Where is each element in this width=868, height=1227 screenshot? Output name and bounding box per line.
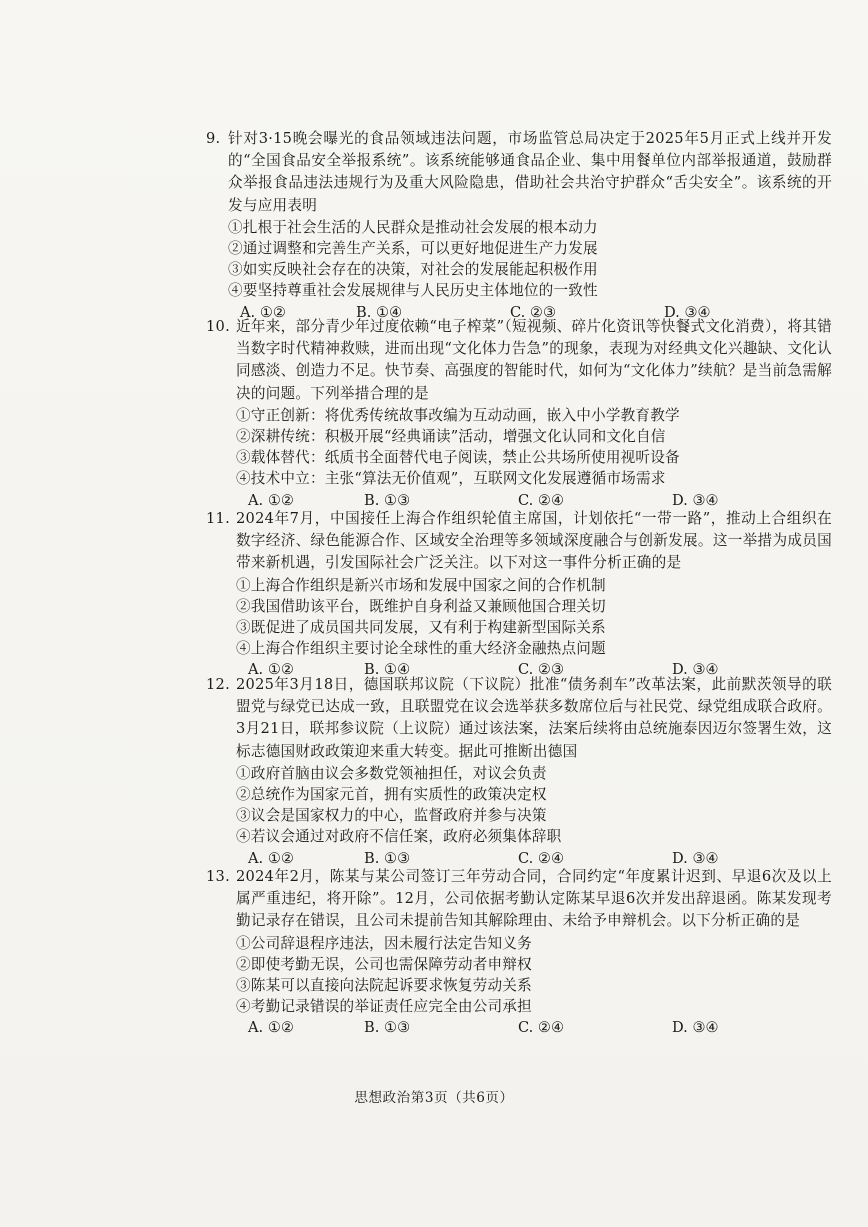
choice-a: A. ①②	[248, 661, 294, 679]
choice-d: D. ③④	[672, 661, 719, 679]
statement-3: ③如实反映社会存在的决策，对社会的发展能起积极作用	[228, 261, 598, 279]
choice-b: B. ①④	[364, 661, 411, 679]
statement-3: ③既促进了成员国共同发展，又有利于构建新型国际关系	[236, 619, 606, 637]
statement-1: ①政府首脑由议会多数党领袖担任，对议会负责	[236, 764, 547, 782]
choice-a: A. ①②	[248, 491, 294, 509]
choice-c: C. ②④	[518, 849, 565, 867]
question-text: 近年来，部分青少年过度依赖“电子榨菜”（短视频、碎片化资讯等快餐式文化消费），将其错当数字时代精神救赎，进而出现“文化体力告急”的现象，表现为对经典文化兴趣缺、文化认同感淡、创造力不足。快节奏、高强度的智能时代，如何为“文化体力”续航？是当前急需解决的问题。下列举措合理的是	[236, 318, 832, 402]
question-number: 10.	[206, 318, 230, 335]
choice-d: D. ③④	[672, 849, 719, 867]
question-13	[206, 866, 832, 1038]
question-stem	[206, 128, 832, 217]
question-10	[206, 316, 832, 511]
choice-c: C. ②③	[518, 661, 565, 679]
choice-c: C. ②④	[518, 491, 565, 509]
statement-2: ②深耕传统：积极开展“经典诵读”活动，增强文化认同和文化自信	[236, 428, 666, 446]
choice-a: A. ①②	[248, 1019, 294, 1037]
statement-1: ①扎根于社会生活的人民群众是推动社会发展的根本动力	[228, 218, 598, 236]
question-stem	[206, 866, 832, 933]
question-text: 2024年7月，中国接任上海合作组织轮值主席国，计划依托“一带一路”，推动上合组织在数字经济、绿色能源合作、区域安全治理等多领域深度融合与创新发展。这一举措为成员国带来新机遇，引发国际社会广泛关注。以下对这一事件分析正确的是	[236, 510, 832, 572]
question-stem	[206, 316, 832, 405]
question-number: 12.	[206, 676, 230, 693]
page-footer: 思想政治第3页（共6页）	[354, 1090, 514, 1106]
statement-4: ④考勤记录错误的举证责任应完全由公司承担	[236, 998, 532, 1016]
statement-3: ③议会是国家权力的中心，监督政府并参与决策	[236, 807, 547, 825]
statement-4: ④若议会通过对政府不信任案，政府必须集体辞职	[236, 828, 562, 846]
statement-4: ④技术中立：主张“算法无价值观”，互联网文化发展遵循市场需求	[236, 470, 666, 488]
question-11	[206, 508, 832, 680]
choice-b: B. ①③	[364, 849, 411, 867]
statement-4: ④要坚持尊重社会发展规律与人民历史主体地位的一致性	[228, 282, 598, 300]
choice-d: D. ③④	[672, 1019, 719, 1037]
choice-b: B. ①④	[356, 303, 403, 321]
statement-2: ②即使考勤无误，公司也需保障劳动者申辩权	[236, 955, 532, 973]
choice-d: D. ③④	[672, 491, 719, 509]
choice-b: B. ①③	[364, 1019, 411, 1037]
question-text: 2024年2月，陈某与某公司签订三年劳动合同，合同约定“年度累计迟到、早退6次及以上属严重违纪，将开除”。12月，公司依据考勤认定陈某早退6次并发出辞退函。陈某发现考勤记录存在错误，且公司未提前告知其解除理由、未给予申辩机会。以下分析正确的是	[236, 868, 832, 930]
statement-1: ①上海合作组织是新兴市场和发展中国家之间的合作机制	[236, 576, 606, 594]
question-12	[206, 674, 832, 869]
choice-b: B. ①③	[364, 491, 411, 509]
question-9	[206, 128, 832, 323]
statement-4: ④上海合作组织主要讨论全球性的重大经济金融热点问题	[236, 640, 606, 658]
question-number: 13.	[206, 868, 230, 885]
answer-choices	[236, 1017, 832, 1038]
choice-c: C. ②④	[518, 1019, 565, 1037]
question-text: 针对3·15晚会曝光的食品领域违法问题，市场监管总局决定于2025年5月正式上线并开发的“全国食品安全举报系统”。该系统能够通食品企业、集中用餐单位内部举报通道，鼓励群众举报食品违法违规行为及重大风险隐患，借助社会共治守护群众“舌尖安全”。该系统的开发与应用表明	[228, 130, 832, 214]
statement-2: ②通过调整和完善生产关系，可以更好地促进生产力发展	[228, 240, 598, 258]
question-stem	[206, 674, 832, 763]
question-text: 2025年3月18日，德国联邦议院（下议院）批准“债务刹车”改革法案，此前默茨领导的联盟党与绿党已达成一致，且联盟党在议会选举获多数席位后与社民党、绿党组成联合政府。3月21日，联邦参议院（上议院）通过该法案，法案后续将由总统施泰因迈尔签署生效，这标志德国财政政策迎来重大转变。据此可推断出德国	[236, 676, 832, 760]
choice-d: D. ③④	[664, 303, 711, 321]
choice-c: C. ②③	[510, 303, 557, 321]
statement-2: ②我国借助该平台，既维护自身利益又兼顾他国合理关切	[236, 597, 606, 615]
question-stem	[206, 508, 832, 575]
choice-a: A. ①②	[240, 303, 286, 321]
question-number: 11.	[206, 510, 230, 527]
choice-a: A. ①②	[248, 849, 294, 867]
statement-3: ③载体替代：纸质书全面替代电子阅读，禁止公共场所使用视听设备	[236, 449, 680, 467]
statement-2: ②总统作为国家元首，拥有实质性的政策决定权	[236, 786, 547, 804]
statement-1: ①守正创新：将优秀传统故事改编为互动动画，嵌入中小学教育教学	[236, 406, 680, 424]
statement-1: ①公司辞退程序违法，因未履行法定告知义务	[236, 934, 532, 952]
statement-3: ③陈某可以直接向法院起诉要求恢复劳动关系	[236, 977, 532, 995]
question-number: 9.	[206, 130, 221, 147]
